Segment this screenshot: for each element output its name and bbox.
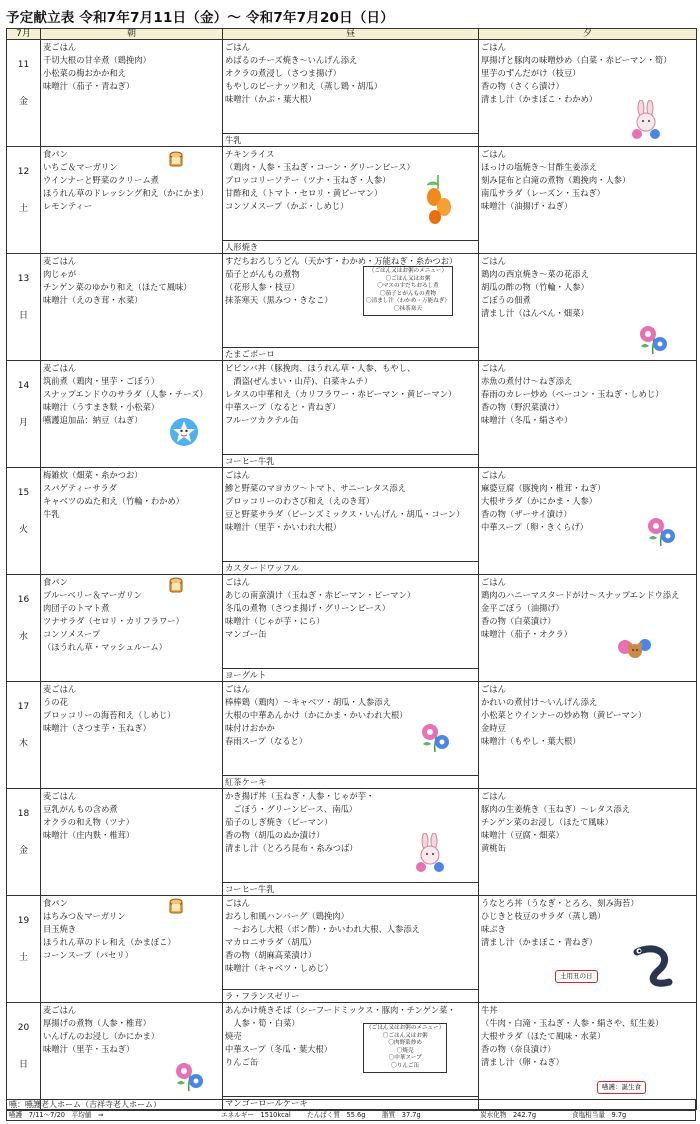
breakfast-header: 朝 — [41, 29, 223, 40]
dinner-item: 金時豆 — [481, 722, 506, 733]
breakfast-list — [41, 468, 222, 521]
alt-menu-box — [363, 1023, 447, 1073]
dinner-item: ごはん — [481, 577, 506, 587]
lunch-item: 焼売 — [225, 1030, 242, 1041]
dinner-item: 鶏肉の西京焼き～菜の花添え — [481, 268, 589, 279]
dinner-header: 夕 — [479, 29, 697, 40]
breakfast-item: 肉じゃが — [43, 268, 77, 279]
snack: ラ・フランスゼリー — [223, 989, 478, 1002]
lunch-item: （花形人参・枝豆） — [225, 281, 300, 292]
lunch-item: すだちおろしうどん（天かす・わかめ・万能ねぎ・糸かつお） — [225, 256, 458, 266]
snack: マンゴーロールケーキ — [223, 1096, 478, 1109]
day-row — [7, 896, 697, 1003]
breakfast-list — [41, 1003, 222, 1056]
breakfast-list — [41, 40, 222, 93]
lunch-item: 中華スープ（なると・青ねぎ） — [225, 401, 341, 412]
bread-icon — [169, 577, 183, 597]
breakfast-item: 牛乳 — [43, 508, 60, 519]
special-tag: 土用丑の日 — [555, 970, 598, 983]
dinner-item: 香の物（白菜漬け） — [481, 615, 556, 626]
lunch-item: ～おろし大根（ポン酢）・かいわれ大根、人参添え — [225, 923, 420, 934]
bunny-icon — [413, 833, 447, 877]
morning-glory-icon — [643, 512, 679, 552]
dinner-item: ごはん — [481, 363, 506, 373]
dinner-cell — [479, 147, 697, 254]
lunch-item: 味噌汁（じゃが芋・にら） — [225, 615, 325, 626]
dinner-item: （牛肉・白滝・玉ねぎ・人参・絹さや、紅生姜） — [481, 1017, 664, 1028]
breakfast-item: 食パン — [43, 577, 68, 587]
lunch-item: りんご缶 — [225, 1056, 259, 1067]
lunch-item: ごはん — [225, 470, 250, 480]
lunch-item: ごはん — [225, 898, 250, 908]
lunch-item: ブロッコリーのわさび和え（えのき茸） — [225, 495, 375, 506]
lunch-item: ごはん — [225, 684, 250, 694]
alt-menu-item: 〇中華スープ — [388, 1055, 422, 1062]
dinner-item: ごぼうの佃煮 — [481, 294, 531, 305]
day-weekday: 土 — [18, 953, 28, 963]
day-weekday: 木 — [18, 739, 28, 749]
lunch-item: 茄子のしぎ焼き（ピーマン） — [225, 816, 333, 827]
lunch-item: 冬瓜の煮物（さつま揚げ・グリーンピース） — [225, 602, 391, 613]
dinner-item: 清まし汁（かまぼこ・わかめ） — [481, 93, 598, 104]
lunch-item: 中華スープ（冬瓜・葉大根） — [225, 1043, 333, 1054]
day-cell — [7, 468, 41, 575]
dinner-list — [479, 361, 696, 427]
lunch-list — [223, 361, 478, 427]
day-cell — [7, 361, 41, 468]
breakfast-item: スナップエンドウのサラダ（人参・チーズ） — [43, 388, 208, 399]
dinner-item: 味噌汁（もやし・葉大根） — [481, 735, 581, 746]
lunch-cell — [223, 575, 479, 682]
salt-value: 食塩相当量 9.7g — [572, 1111, 627, 1119]
breakfast-cell — [41, 254, 223, 361]
lunch-item: かき揚げ丼（玉ねぎ・人参・じゃが芋・ — [225, 791, 375, 801]
breakfast-item: 千切大根の甘辛煮（鶏挽肉） — [43, 54, 151, 65]
alt-menu-item: 〇りんご缶 — [391, 1062, 420, 1069]
day-weekday: 水 — [18, 632, 28, 642]
breakfast-item: 豆乳がんもの含め煮 — [43, 803, 118, 814]
day-row — [7, 1003, 697, 1110]
lunch-item: 甘酢和え（トマト・セロリ・黄ピーマン） — [225, 187, 383, 198]
alt-menu-box — [363, 266, 453, 316]
breakfast-list — [41, 147, 222, 213]
day-row — [7, 147, 697, 254]
lunch-cell — [223, 254, 479, 361]
lunch-item: チキンライス — [225, 149, 275, 159]
lunch-cell — [223, 682, 479, 789]
bread-icon — [169, 898, 183, 918]
special-tag: 嚥護：誕生食 — [597, 1081, 646, 1094]
day-weekday: 金 — [18, 97, 28, 107]
dinner-cell — [479, 361, 697, 468]
morning-glory-icon — [171, 1057, 207, 1097]
lunch-item: 味噌汁（かぶ・葉大根） — [225, 93, 317, 104]
lunch-item: 大根の中華あんかけ（かにかま・かいわれ大根） — [225, 709, 408, 720]
lunch-cell — [223, 896, 479, 1003]
breakfast-item: 味噌汁（うすまき麩・小松菜） — [43, 401, 160, 412]
day-cell — [7, 147, 41, 254]
breakfast-item: いんげんのお浸し（かにかま） — [43, 1030, 160, 1041]
alt-menu-item: 〇抹茶寒天 — [393, 305, 422, 312]
day-cell — [7, 682, 41, 789]
lunch-item: 味噌汁（キャベツ・しめじ） — [225, 962, 333, 973]
period-label: 嚥護 7/11～7/20 平均値 ⇒ — [9, 1111, 104, 1119]
lunch-item: 人参・筍・白菜） — [225, 1017, 300, 1028]
dinner-cell — [479, 896, 697, 1003]
alt-menu-item: （ごはん又はお粥のメニュー） — [368, 268, 448, 274]
breakfast-item: ほうれん草のドレッシング和え（かにかま） — [43, 187, 209, 198]
breakfast-cell — [41, 40, 223, 147]
dinner-cell — [479, 468, 697, 575]
dinner-item: 厚揚げと豚肉の味噌炒め（白菜・赤ピーマン・筍） — [481, 54, 672, 65]
bread-icon — [169, 151, 183, 171]
lunch-item: 味付けおかか — [225, 722, 275, 733]
breakfast-item: 麦ごはん — [43, 684, 77, 694]
breakfast-item: はちみつ＆マーガリン — [43, 910, 126, 921]
breakfast-item: 目玉焼き — [43, 923, 77, 934]
dinner-item: チンゲン菜のお浸し（ほたて風味） — [481, 816, 614, 827]
breakfast-cell — [41, 789, 223, 896]
dinner-item: 大根サラダ（かにかま・人参） — [481, 495, 598, 506]
day-cell — [7, 789, 41, 896]
lunch-item: おろし和風ハンバーグ（鶏挽肉） — [225, 910, 349, 921]
lunch-item: （鶏肉・人参・玉ねぎ・コーン・グリーンピース） — [225, 161, 415, 172]
dinner-item: 黄桃缶 — [481, 842, 506, 853]
lunch-item: ブロッコリーソテー（ツナ・玉ねぎ・人参） — [225, 174, 391, 185]
lunch-item: あじの南蛮漬け（玉ねぎ・赤ピーマン・ピーマン） — [225, 589, 416, 600]
breakfast-item: ほうれん草のドレ和え（かまぼこ） — [43, 936, 176, 947]
lunch-list — [223, 575, 478, 641]
dinner-item: 大根サラダ（ほたて風味・水菜） — [481, 1030, 606, 1041]
breakfast-item: キャベツのぬた和え（竹輪・わかめ） — [43, 495, 185, 506]
breakfast-cell — [41, 682, 223, 789]
day-number: 11 — [17, 60, 30, 70]
dinner-item: 麻婆豆腐（豚挽肉・椎茸・ねぎ） — [481, 482, 606, 493]
lunch-item: ごはん — [225, 42, 250, 52]
breakfast-item: コンソメスープ — [43, 628, 101, 639]
alt-menu-item: 〇ごはん又はお粥 — [382, 1032, 428, 1039]
dinner-item: 豚肉の生姜焼き（玉ねぎ）～レタス添え — [481, 803, 631, 814]
dinner-item: ごはん — [481, 470, 506, 480]
snack: カスタードワッフル — [223, 561, 478, 574]
dinner-item: ごはん — [481, 684, 506, 694]
breakfast-item: 厚揚げの煮物（人参・椎茸） — [43, 1017, 151, 1028]
snack: 牛乳 — [223, 133, 478, 146]
breakfast-item: うの花 — [43, 696, 68, 707]
dinner-item: 刻み昆布と白滝の煮物（鶏挽肉・人参） — [481, 174, 631, 185]
breakfast-cell — [41, 575, 223, 682]
breakfast-list — [41, 254, 222, 307]
dinner-cell — [479, 40, 697, 147]
lunch-item: 鯵と野菜のマヨカツ～トマト、サニーレタス添え — [225, 482, 406, 493]
snack: コーヒー牛乳 — [223, 882, 478, 895]
day-number: 19 — [17, 916, 30, 926]
dinner-item: 味噌汁（豆腐・畑菜） — [481, 829, 564, 840]
lunch-item: コンソメスープ（かぶ・しめじ） — [225, 200, 349, 211]
lunch-item: もやしのピーナッツ和え（蒸し鶏・胡瓜） — [225, 80, 383, 91]
star-face-icon — [169, 417, 199, 451]
breakfast-cell — [41, 896, 223, 1003]
breakfast-item: チンゲン菜のゆかり和え（ほたて風味） — [43, 281, 192, 292]
day-cell — [7, 1003, 41, 1110]
day-row — [7, 40, 697, 147]
lunch-item: オクラの煮浸し（さつま揚げ） — [225, 67, 341, 78]
breakfast-item: オクラの和え物（ツナ） — [43, 816, 135, 827]
dinner-item: 香の物（奈良漬け） — [481, 1043, 556, 1054]
eel-icon — [629, 940, 675, 992]
dinner-item: 春雨のカレー炒め（ベーコン・玉ねぎ・しめじ） — [481, 388, 664, 399]
breakfast-item: 味噌汁（茄子・青ねぎ） — [43, 80, 135, 91]
alt-menu-item: 〇ごはん又はお粥 — [385, 275, 431, 282]
dinner-item: 味ぶき — [481, 923, 506, 934]
lunch-item: ごはん — [225, 577, 250, 587]
breakfast-item: 味噌汁（里芋・玉ねぎ） — [43, 1043, 135, 1054]
dinner-item: 清まし汁（かまぼこ・青ねぎ） — [481, 936, 598, 947]
lunch-item: フルーツカクテル缶 — [225, 414, 299, 425]
breakfast-item: ブルーベリー＆マーガリン — [43, 589, 143, 600]
breakfast-item: コーンスープ（パセリ） — [43, 949, 134, 960]
dinner-list — [479, 682, 696, 748]
breakfast-cell — [41, 147, 223, 254]
breakfast-item: レモンティー — [43, 200, 93, 211]
lunch-list — [223, 896, 478, 974]
dinner-cell — [479, 1003, 697, 1110]
alt-menu-item: 〇清まし汁（わかめ・万能ねぎ） — [366, 298, 450, 305]
lunch-item: 香の物（胡瓜のぬか漬け） — [225, 829, 325, 840]
day-number: 20 — [17, 1023, 30, 1033]
morning-glory-icon — [417, 718, 453, 758]
dinner-item: かれいの煮付け～いんげん添え — [481, 696, 598, 707]
dinner-item: 香の物（ザーサイ漬け） — [481, 508, 572, 519]
day-weekday: 土 — [18, 204, 28, 214]
breakfast-cell — [41, 468, 223, 575]
dinner-item: 南瓜サラダ（レーズン・玉ねぎ） — [481, 187, 605, 198]
dinner-item: 味噌汁（茄子・オクラ） — [481, 628, 573, 639]
lunch-item: 清まし汁（とろろ昆布・糸みつば） — [225, 842, 358, 853]
breakfast-list — [41, 789, 222, 842]
lunch-cell — [223, 789, 479, 896]
lunch-cell — [223, 40, 479, 147]
snack: コーヒー牛乳 — [223, 454, 478, 467]
snack: たまごボーロ — [223, 347, 478, 360]
dinner-item: うなとろ丼（うなぎ・とろろ、刻み海苔） — [481, 898, 639, 908]
day-cell — [7, 575, 41, 682]
day-cell — [7, 254, 41, 361]
dinner-item: ごはん — [481, 256, 506, 266]
menu-table — [6, 28, 697, 1110]
day-weekday: 金 — [18, 846, 28, 856]
day-weekday: 日 — [18, 311, 28, 321]
breakfast-item: 小松菜の梅おかか和え — [43, 67, 126, 78]
breakfast-item: いちご＆マーガリン — [43, 161, 118, 172]
alt-menu-item: 〇肉野菜炒め — [388, 1040, 422, 1047]
lunch-item: 味噌汁（里芋・かいわれ大根） — [225, 521, 342, 532]
dinner-item: 小松菜とウインナーの炒め物（黄ピーマン） — [481, 709, 647, 720]
bear-icon — [615, 631, 655, 667]
alt-menu-item: 〇マスのすだちおろし煮 — [377, 283, 439, 290]
energy-value: エネルギー 1510kcal — [221, 1111, 291, 1119]
dinner-cell — [479, 682, 697, 789]
month-header: 7月 — [7, 29, 41, 40]
snack: 紅茶ケーキ — [223, 775, 478, 788]
day-cell — [7, 896, 41, 1003]
breakfast-item: ウインナーと野菜のクリーム煮 — [43, 174, 159, 185]
day-number: 16 — [17, 595, 30, 605]
day-weekday: 月 — [18, 418, 28, 428]
lunch-item: ごぼう・グリーンピース、南瓜） — [225, 803, 358, 814]
lunch-item: 酒盗(ぜんまい・山芹)、白菜キムチ） — [225, 375, 373, 386]
dinner-item: ほっけの塩焼き～甘酢生姜添え — [481, 161, 598, 172]
dinner-cell — [479, 789, 697, 896]
lunch-item: 棒棒鶏（鶏肉）～キャベツ・胡瓜・人参添え — [225, 696, 391, 707]
breakfast-item: ブロッコリーの海苔和え（しめじ） — [43, 709, 176, 720]
breakfast-item: 食パン — [43, 898, 68, 908]
dinner-item: 清まし汁（はんぺん・畑菜） — [481, 307, 589, 318]
morning-glory-icon — [635, 320, 671, 360]
dinner-item: 里芋のずんだがけ（枝豆） — [481, 67, 581, 78]
day-weekday: 日 — [18, 1060, 28, 1070]
snack: 人形焼き — [223, 240, 478, 253]
dinner-item: 味噌汁（油揚げ・ねぎ） — [481, 200, 573, 211]
lunch-item: 春雨スープ（なると） — [225, 735, 308, 746]
day-number: 14 — [17, 381, 30, 391]
dinner-list — [479, 40, 696, 106]
dinner-cell — [479, 575, 697, 682]
dinner-item: 中華スープ（卵・きくらげ） — [481, 521, 589, 532]
breakfast-item: 麦ごはん — [43, 1005, 77, 1015]
breakfast-list — [41, 896, 222, 962]
dinner-item: 胡瓜の酢の物（竹輪・人参） — [481, 281, 589, 292]
breakfast-item: 麦ごはん — [43, 42, 77, 52]
breakfast-item: スパゲティーサラダ — [43, 482, 117, 493]
protein-value: たんぱく質 55.6g — [307, 1111, 366, 1119]
day-cell — [7, 40, 41, 147]
day-row — [7, 468, 697, 575]
breakfast-item: ツナサラダ（セロリ・カリフラワー） — [43, 615, 184, 626]
day-number: 12 — [17, 167, 30, 177]
day-row — [7, 789, 697, 896]
dinner-list — [479, 254, 696, 320]
breakfast-item: 麦ごはん — [43, 791, 77, 801]
footer — [6, 1099, 696, 1121]
dinner-list — [479, 575, 696, 641]
dinner-list — [479, 147, 696, 213]
snack: ヨーグルト — [223, 668, 478, 681]
day-row — [7, 254, 697, 361]
carb-value: 炭水化物 242.7g — [480, 1111, 537, 1119]
breakfast-item: 食パン — [43, 149, 68, 159]
dinner-item: 牛丼 — [481, 1005, 498, 1015]
dinner-item: 香の物（さくら漬け） — [481, 80, 564, 91]
dinner-item: 味噌汁（冬瓜・絹さや） — [481, 414, 573, 425]
alt-menu-item: 〇茄子とがんもの煮物 — [379, 290, 436, 297]
day-number: 17 — [17, 702, 30, 712]
alt-menu-item: 〇焼売 — [396, 1047, 414, 1054]
alt-menu-item: （ごはん又はお粥のメニュー） — [366, 1025, 445, 1031]
lunch-list — [223, 468, 478, 534]
lunch-item: 茄子とがんもの煮物 — [225, 268, 300, 279]
nutrition-summary — [6, 1110, 696, 1121]
lunch-cell — [223, 147, 479, 254]
bunny-icon — [629, 100, 663, 144]
breakfast-item: （ほうれん草・マッシュルーム） — [43, 641, 167, 652]
breakfast-item: 嚥護追加品：納豆（ねぎ） — [43, 414, 143, 425]
page-title: 予定献立表 令和7年7月11日（金）～ 令和7年7月20日（日） — [6, 10, 394, 26]
day-row — [7, 575, 697, 682]
breakfast-item: 味噌汁（庄内麩・椎茸） — [43, 829, 135, 840]
day-row — [7, 682, 697, 789]
breakfast-item: 肉団子のトマト煮 — [43, 602, 110, 613]
lunch-item: 豆と野菜サラダ（ビーンズミックス・いんげん・胡瓜・コーン） — [225, 508, 465, 519]
facility-note: 嚥：嚥護老人ホーム（吉祥寺老人ホーム） — [6, 1099, 696, 1110]
breakfast-cell — [41, 361, 223, 468]
breakfast-cell — [41, 1003, 223, 1110]
breakfast-item: 味噌汁（えのき茸・水菜） — [43, 294, 143, 305]
lunch-item: マカロニサラダ（胡瓜） — [225, 936, 317, 947]
dinner-list — [479, 1003, 696, 1069]
header-row — [7, 29, 697, 40]
breakfast-item: 筑前煮（鶏肉・里芋・ごぼう） — [43, 375, 160, 386]
day-row — [7, 361, 697, 468]
lunch-item: あんかけ焼きそば（シーフードミックス・豚肉・チンゲン菜・ — [225, 1005, 456, 1015]
dinner-item: ごはん — [481, 149, 506, 159]
dinner-item: ごはん — [481, 791, 506, 801]
day-number: 13 — [17, 274, 30, 284]
lunch-cell — [223, 468, 479, 575]
day-number: 18 — [17, 809, 30, 819]
dinner-item: 清まし汁（卵・ねぎ） — [481, 1056, 564, 1067]
day-weekday: 火 — [18, 525, 28, 535]
physalis-icon — [423, 175, 453, 229]
lunch-item: マンゴー缶 — [225, 628, 267, 639]
fat-value: 脂質 37.7g — [382, 1111, 421, 1119]
dinner-item: ひじきと枝豆のサラダ（蒸し鶏） — [481, 910, 606, 921]
breakfast-item: 味噌汁（さつま芋・玉ねぎ） — [43, 722, 151, 733]
breakfast-list — [41, 682, 222, 735]
lunch-item: 香の物（胡麻高菜漬け） — [225, 949, 317, 960]
breakfast-item: 麦ごはん — [43, 256, 77, 266]
day-number: 15 — [17, 488, 30, 498]
dinner-item: 香の物（野沢菜漬け） — [481, 401, 564, 412]
lunch-cell — [223, 1003, 479, 1110]
lunch-item: 抹茶寒天（黒みつ・きなこ） — [225, 294, 333, 305]
lunch-header: 昼 — [223, 29, 479, 40]
dinner-item: 金平ごぼう（油揚げ） — [481, 602, 564, 613]
dinner-item: 赤魚の煮付け～ねぎ添え — [481, 375, 573, 386]
dinner-list — [479, 789, 696, 855]
dinner-item: 鶏肉のハニーマスタードがけ～スナップエンドウ添え — [481, 589, 680, 600]
breakfast-list — [41, 575, 222, 653]
breakfast-item: 梅雑炊（畑菜・糸かつお） — [43, 470, 143, 480]
lunch-item: めばるのチーズ焼き～いんげん添え — [225, 54, 358, 65]
lunch-item: レタスの中華和え（カリフラワー・赤ピーマン・黄ピーマン） — [225, 388, 457, 399]
lunch-item: ビビンバ丼（豚挽肉、ほうれん草・人参、もやし、 — [225, 363, 416, 373]
breakfast-item: 麦ごはん — [43, 363, 77, 373]
lunch-list — [223, 40, 478, 106]
dinner-item: ごはん — [481, 42, 506, 52]
dinner-cell — [479, 254, 697, 361]
lunch-cell — [223, 361, 479, 468]
